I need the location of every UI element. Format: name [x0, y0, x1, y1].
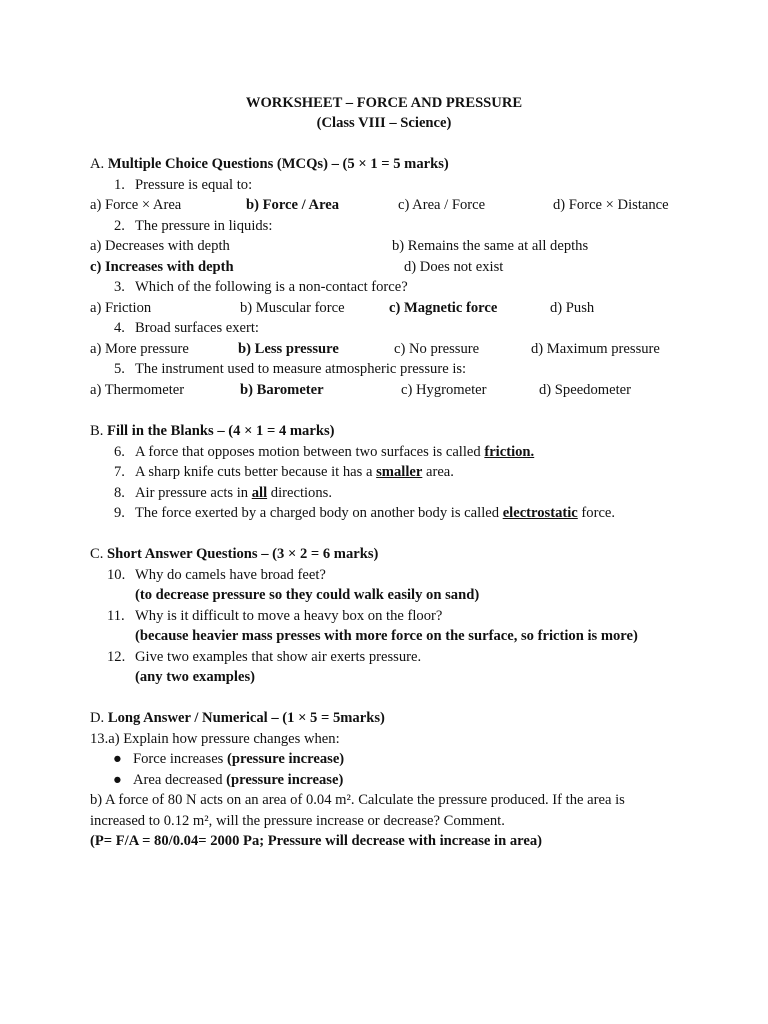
- q3-option-c: c) Magnetic force: [389, 300, 498, 316]
- question-13b-line-2: increased to 0.12 m², will the pressure increase or decrease? Comment.: [90, 813, 505, 829]
- section-b-heading: B. Fill in the Blanks – (4 × 1 = 4 marks): [90, 423, 335, 439]
- q5-option-a: a) Thermometer: [90, 382, 185, 398]
- q4-option-a: a) More pressure: [90, 341, 189, 357]
- question-5-number: 5.: [114, 361, 125, 377]
- q1-option-c: c) Area / Force: [398, 197, 486, 213]
- question-7-number: 7.: [114, 464, 125, 480]
- worksheet-subtitle: (Class VIII – Science): [316, 115, 452, 131]
- question-10-text: Why do camels have broad feet?: [135, 567, 326, 583]
- q2-option-a: a) Decreases with depth: [90, 238, 230, 254]
- q3-option-b: b) Muscular force: [240, 300, 345, 316]
- question-13b-answer: (P= F/A = 80/0.04= 2000 Pa; Pressure will decrease with increase in area): [90, 833, 543, 849]
- question-9-number: 9.: [114, 505, 125, 521]
- question-5-text: The instrument used to measure atmospheric pressure is:: [135, 361, 467, 377]
- question-13b-line-1: b) A force of 80 N acts on an area of 0.04 m². Calculate the pressure produced. If the area is: [90, 792, 625, 808]
- question-11-number: 11.: [107, 608, 125, 624]
- question-10-answer: (to decrease pressure so they could walk easily on sand): [135, 587, 480, 603]
- question-7-text: A sharp knife cuts better because it has a smaller area.: [135, 464, 454, 480]
- bullet-1-answer: (pressure increase): [227, 751, 345, 767]
- question-6-number: 6.: [114, 444, 125, 460]
- question-12-text: Give two examples that show air exerts pressure.: [135, 649, 422, 665]
- q2-option-b: b) Remains the same at all depths: [392, 238, 589, 254]
- bullet-area-decreased: ● Area decreased (pressure increase): [113, 772, 344, 788]
- question-7-answer: smaller: [376, 464, 423, 480]
- q1-option-d: d) Force × Distance: [553, 197, 669, 213]
- bullet-icon: ●: [113, 772, 122, 788]
- question-12-number: 12.: [107, 649, 126, 665]
- bullet-force-increases: ● Force increases (pressure increase): [113, 751, 345, 767]
- question-8-answer: all: [251, 485, 268, 501]
- q1-option-a: a) Force × Area: [90, 197, 182, 213]
- question-4-text: Broad surfaces exert:: [135, 320, 259, 336]
- q3-option-a: a) Friction: [90, 300, 152, 316]
- question-11-answer: (because heavier mass presses with more force on the surface, so friction is more): [135, 628, 638, 644]
- question-6-text: A force that opposes motion between two surfaces is called friction.: [135, 444, 535, 460]
- question-8-number: 8.: [114, 485, 125, 501]
- question-6-answer: friction.: [484, 444, 535, 460]
- section-a-heading: A. Multiple Choice Questions (MCQs) – (5 × 1 = 5 marks): [90, 156, 449, 172]
- q2-option-d: d) Does not exist: [404, 259, 504, 275]
- section-c-heading: C. Short Answer Questions – (3 × 2 = 6 marks): [90, 546, 379, 562]
- question-10-number: 10.: [107, 567, 126, 583]
- q4-option-b: b) Less pressure: [238, 341, 339, 357]
- question-2-number: 2.: [114, 218, 125, 234]
- q2-option-c: c) Increases with depth: [90, 259, 234, 275]
- q5-option-b: b) Barometer: [240, 382, 324, 398]
- question-1-text: Pressure is equal to:: [135, 177, 253, 193]
- q4-option-c: c) No pressure: [394, 341, 480, 357]
- q3-option-d: d) Push: [550, 300, 595, 316]
- question-9-answer: electrostatic: [502, 505, 578, 521]
- q5-option-d: d) Speedometer: [539, 382, 631, 398]
- question-1-number: 1.: [114, 177, 125, 193]
- question-9-text: The force exerted by a charged body on another body is called electrostatic force.: [135, 505, 616, 521]
- question-3-text: Which of the following is a non-contact force?: [135, 279, 408, 295]
- question-3-number: 3.: [114, 279, 125, 295]
- question-4-number: 4.: [114, 320, 125, 336]
- question-2-text: The pressure in liquids:: [135, 218, 273, 234]
- q1-option-b: b) Force / Area: [246, 197, 340, 213]
- q5-option-c: c) Hygrometer: [401, 382, 487, 398]
- question-11-text: Why is it difficult to move a heavy box on the floor?: [135, 608, 443, 624]
- bullet-icon: ●: [113, 751, 122, 767]
- question-12-answer: (any two examples): [135, 669, 255, 685]
- worksheet-title: WORKSHEET – FORCE AND PRESSURE: [245, 95, 523, 111]
- question-13a-text: 13.a) Explain how pressure changes when:: [90, 731, 340, 747]
- bullet-2-answer: (pressure increase): [226, 772, 344, 788]
- q4-option-d: d) Maximum pressure: [531, 341, 660, 357]
- question-8-text: Air pressure acts in all directions.: [135, 485, 332, 501]
- section-d-heading: D. Long Answer / Numerical – (1 × 5 = 5marks): [90, 710, 385, 726]
